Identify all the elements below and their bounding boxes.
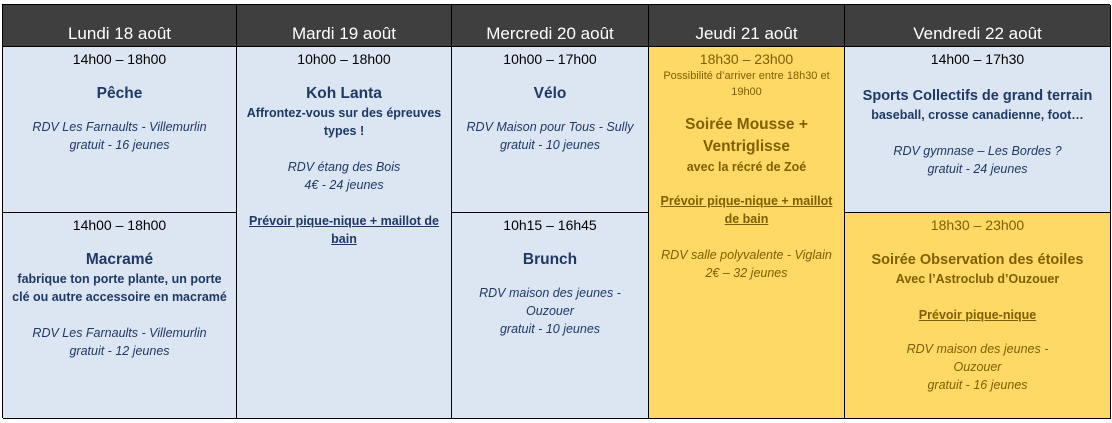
activity-arrival-note: Possibilité d’arriver entre 18h30 et 19h00 bbox=[663, 70, 830, 98]
activity-peche bbox=[3, 47, 237, 213]
activity-time: 10h00 – 18h00 bbox=[297, 51, 391, 67]
activity-time: 14h00 – 18h00 bbox=[72, 217, 167, 233]
header-friday: Vendredi 22 août bbox=[845, 5, 1111, 47]
activity-title: Soirée Observation des étoiles bbox=[871, 252, 1084, 268]
activity-time: 18h30 – 23h00 bbox=[699, 51, 794, 67]
activity-location: RDV salle polyvalente - Viglain bbox=[661, 248, 832, 262]
header-monday: Lundi 18 août bbox=[3, 5, 237, 47]
activity-subtitle: avec la récré de Zoé bbox=[686, 160, 807, 174]
activity-info: gratuit - 10 jeunes bbox=[499, 138, 601, 152]
activity-time: 10h00 – 17h00 bbox=[503, 51, 597, 67]
activity-time: 14h00 – 17h30 bbox=[930, 51, 1025, 67]
activity-info: gratuit - 12 jeunes bbox=[69, 344, 170, 358]
activity-location: RDV maison des jeunes - Ouzouer bbox=[479, 286, 621, 318]
activity-subtitle: baseball, crosse canadienne, foot… bbox=[871, 108, 1084, 122]
header-wednesday: Mercredi 20 août bbox=[452, 5, 649, 47]
activity-brunch bbox=[452, 213, 649, 419]
activity-note: Prévoir pique-nique bbox=[918, 308, 1037, 322]
activity-location: RDV gymnase – Les Bordes ? bbox=[893, 144, 1062, 158]
activity-macrame bbox=[3, 213, 237, 419]
activity-title: Soirée Mousse + Ventriglisse bbox=[685, 116, 808, 155]
activity-time: 14h00 – 18h00 bbox=[72, 51, 167, 67]
activity-title: Vélo bbox=[533, 85, 567, 102]
activity-sports-collectifs bbox=[845, 47, 1111, 213]
activity-title: Macramé bbox=[85, 251, 154, 268]
activity-observation-etoiles bbox=[845, 213, 1111, 419]
activity-time: 10h15 – 16h45 bbox=[503, 217, 597, 233]
activity-title: Koh Lanta bbox=[306, 85, 382, 102]
activity-note: Prévoir pique-nique + maillot de bain bbox=[660, 194, 833, 226]
activity-velo bbox=[452, 47, 649, 213]
activity-location: RDV maison des jeunes - Ouzouer bbox=[906, 342, 1049, 374]
activity-title: Brunch bbox=[522, 251, 578, 268]
activity-info: gratuit - 16 jeunes bbox=[927, 378, 1028, 392]
activity-note: Prévoir pique-nique + maillot de bain bbox=[249, 214, 439, 246]
activity-info: 2€ – 32 jeunes bbox=[705, 266, 788, 280]
activity-location: RDV Les Farnaults - Villemurlin bbox=[32, 326, 207, 340]
activity-info: gratuit - 24 jeunes bbox=[927, 162, 1028, 176]
activity-info: gratuit - 10 jeunes bbox=[499, 322, 601, 336]
activity-title: Pêche bbox=[96, 85, 143, 102]
activity-location: RDV Maison pour Tous - Sully bbox=[466, 120, 634, 134]
activity-koh-lanta bbox=[237, 47, 452, 419]
activity-subtitle: fabrique ton porte plante, un porte clé ou autre accessoire en macramé bbox=[12, 272, 227, 304]
activity-time: 18h30 – 23h00 bbox=[930, 217, 1025, 233]
activity-soiree-mousse bbox=[649, 47, 845, 419]
activity-subtitle: Avec l’Astroclub d’Ouzouer bbox=[895, 272, 1060, 286]
header-tuesday: Mardi 19 août bbox=[237, 5, 452, 47]
activity-subtitle: Affrontez-vous sur des épreuves types ! bbox=[246, 106, 442, 138]
activity-title: Sports Collectifs de grand terrain bbox=[862, 88, 1093, 104]
header-thursday: Jeudi 21 août bbox=[649, 5, 845, 47]
activity-location: RDV étang des Bois bbox=[287, 160, 401, 174]
activity-location: RDV Les Farnaults - Villemurlin bbox=[32, 120, 207, 134]
activity-info: 4€ - 24 jeunes bbox=[304, 178, 384, 192]
activity-info: gratuit - 16 jeunes bbox=[69, 138, 170, 152]
schedule-table bbox=[2, 4, 1110, 418]
